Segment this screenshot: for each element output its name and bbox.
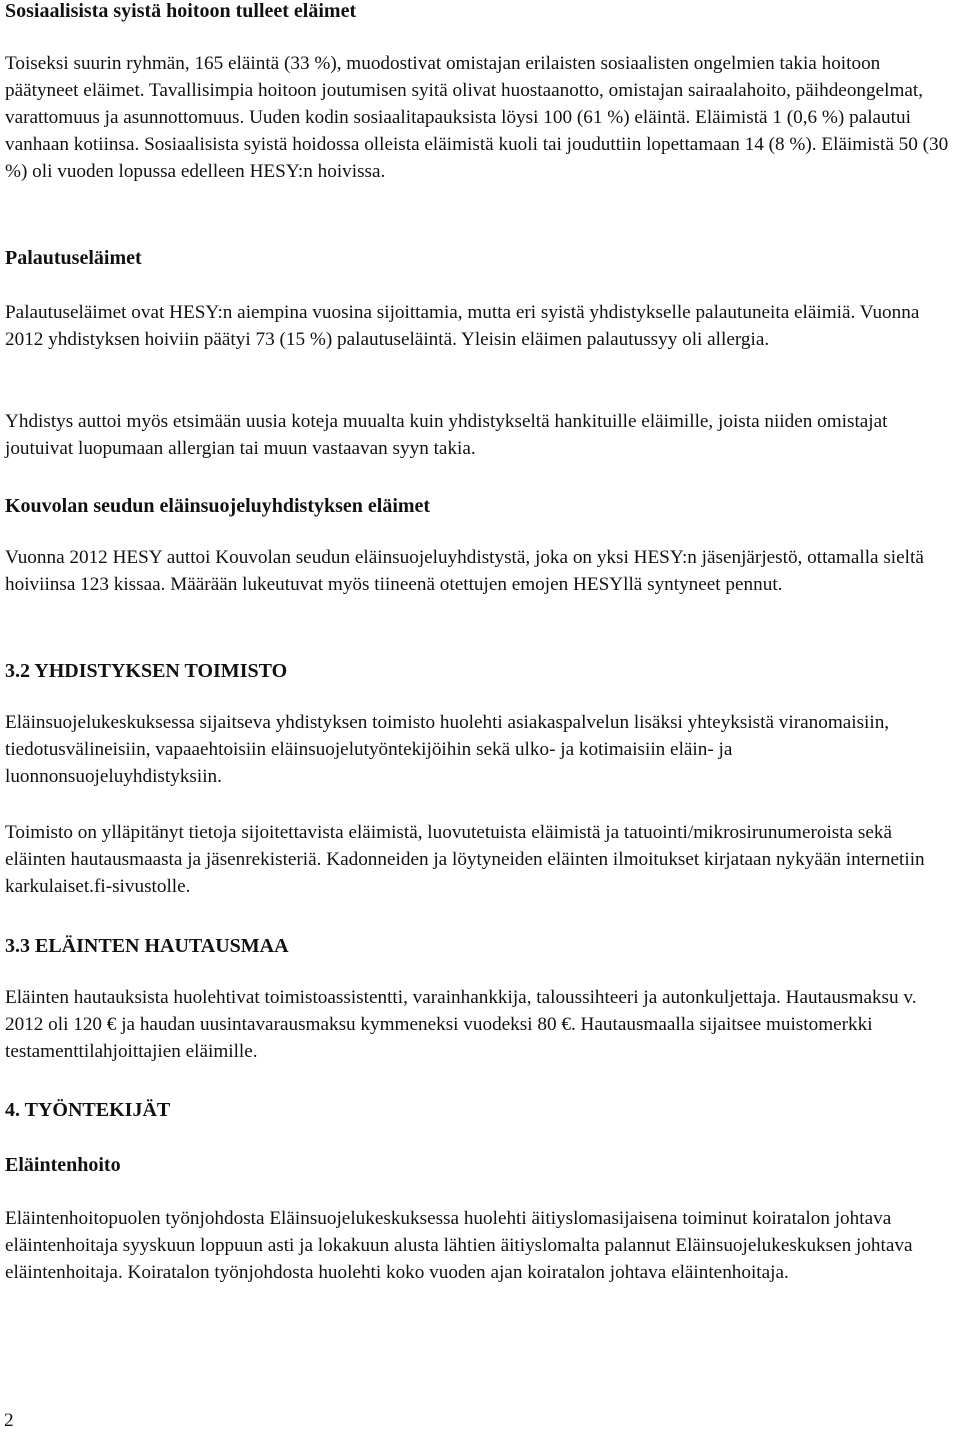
paragraph-returned-animals: Palautuseläimet ovat HESY:n aiempina vuosina sijoittamia, mutta eri syistä yhdistykselle palautuneita eläimiä. Vuonna 2012 yhdistyksen hoiviin päätyi 73 (15 %) palautuseläintä. Yleisin eläimen palautussyy oli allergia. (5, 302, 920, 350)
heading-employees: 4. TYÖNTEKIJÄT (5, 1099, 171, 1121)
heading-pet-cemetery: 3.3 ELÄINTEN HAUTAUSMAA (5, 935, 289, 957)
paragraph-kouvola-animals: Vuonna 2012 HESY auttoi Kouvolan seudun eläinsuojeluyhdistystä, joka on yksi HESY:n jäsenjärjestö, ottamalla sieltä hoiviinsa 123 kissaa. Määrään lukeutuvat myös tiineenä otettujen emojen HESYllä syntyneet pennut. (5, 547, 924, 595)
heading-kouvola-animals: Kouvolan seudun eläinsuojeluyhdistyksen eläimet (5, 495, 431, 517)
heading-returned-animals: Palautuseläimet (5, 247, 142, 269)
page-number: 2 (4, 1410, 14, 1431)
paragraph-office-duties: Eläinsuojelukeskuksessa sijaitseva yhdistyksen toimisto huolehti asiakaspalvelun lisäksi yhteyksistä viranomaisiin, tiedotusvälineisiin, vapaaehtoisiin eläinsuojelutyöntekijöihin sekä ulko- ja kotimaisiin eläin- ja luonnonsuojeluyhdistyksiin. (5, 712, 890, 787)
paragraph-rehoming-help: Yhdistys auttoi myös etsimään uusia koteja muualta kuin yhdistykseltä hankituille eläimille, joista niiden omistajat joutuivat luopumaan allergian tai muun vastaavan syyn takia. (5, 411, 888, 459)
paragraph-office-records: Toimisto on ylläpitänyt tietoja sijoitettavista eläimistä, luovutetuista eläimistä ja tatuointi/mikrosirunumeroista sekä eläinten hautausmaasta ja jäsenrekisteriä. Kadonneiden ja löytyneiden eläinten ilmoitukset kirjataan nykyään internetiin karkulaiset.fi-sivustolle. (5, 822, 925, 897)
heading-social-reasons: Sosiaalisista syistä hoitoon tulleet eläimet (5, 0, 357, 22)
heading-office: 3.2 YHDISTYKSEN TOIMISTO (5, 660, 288, 682)
paragraph-social-reasons: Toiseksi suurin ryhmän, 165 eläintä (33 %), muodostivat omistajan erilaisten sosiaalisten ongelmien takia hoitoon päätyneet eläimet. Tavallisimpia hoitoon joutumisen syitä olivat huostaanotto, omistajan sairaalahoito, päihdeongelmat, varattomuus ja asunnottomuus. Uuden kodin sosiaalitapauksista löysi 100 (61 %) eläintä. Eläimistä 1 (0,6 %) palautui vanhaan kotiinsa. Sosiaalisista syistä hoidossa olleista eläimistä kuoli tai jouduttiin lopettamaan 14 (8 %). Eläimistä 50 (30 %) oli vuoden lopussa edelleen HESY:n hoivissa. (5, 53, 949, 182)
heading-animal-care: Eläintenhoito (5, 1154, 121, 1176)
paragraph-animal-care: Eläintenhoitopuolen työnjohdosta Eläinsuojelukeskuksessa huolehti äitiyslomasijaisena toiminut koiratalon johtava eläintenhoitaja syyskuun loppuun asti ja lokakuun alusta lähtien äitiyslomalta palannut Eläinsuojelukeskuksen johtava eläintenhoitaja. Koiratalon työnjohdosta huolehti koko vuoden ajan koiratalon johtava eläintenhoitaja. (5, 1208, 913, 1283)
paragraph-pet-cemetery: Eläinten hautauksista huolehtivat toimistoassistentti, varainhankkija, taloussihteeri ja autonkuljettaja. Hautausmaksu v. 2012 oli 120 € ja haudan uusintavarausmaksu kymmeneksi vuodeksi 80 €. Hautausmaalla sijaitsee muistomerkki testamenttilahjoittajien eläimille. (5, 987, 917, 1062)
